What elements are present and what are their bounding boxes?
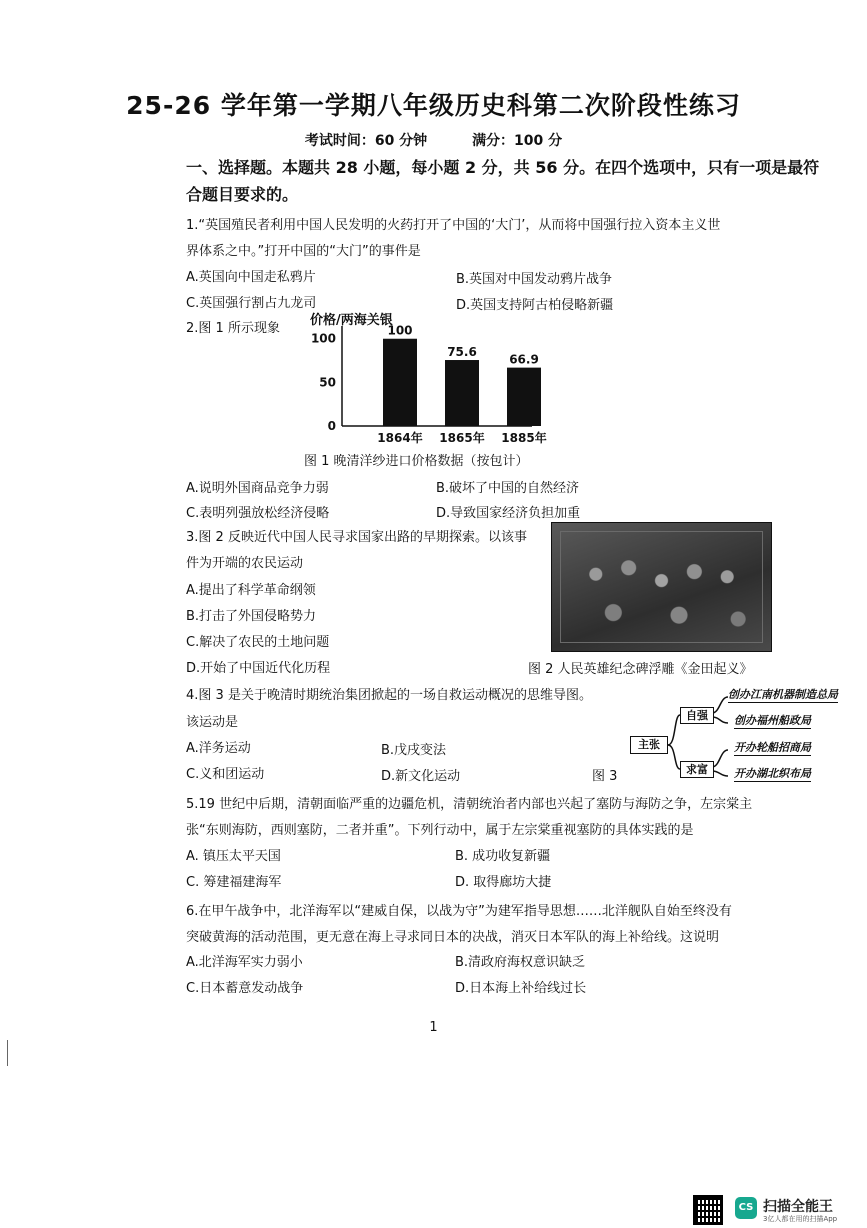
q6-stem-line1: 6.在甲午战争中，北洋海军以“建威自保，以战为守”为建军指导思想……北洋舰队自始至终没有 <box>186 904 732 919</box>
q2-option-d: D.导致国家经济负担加重 <box>436 506 581 521</box>
q1-stem-line2: 界体系之中。”打开中国的“大门”的事件是 <box>186 244 421 259</box>
q4-option-a: A.洋务运动 <box>186 741 251 756</box>
q5-option-a: A. 镇压太平天国 <box>186 849 281 864</box>
bar-data-label: 75.6 <box>447 345 477 360</box>
scan-margin-mark <box>7 1040 8 1066</box>
q1-option-a: A.英国向中国走私鸦片 <box>186 270 316 285</box>
y-tick-label: 0 <box>327 419 336 433</box>
fig1-bar-chart <box>300 310 547 450</box>
mind-map-leaf-fuzhou: 创办福州船政局 <box>734 714 811 727</box>
q6-stem-line2: 突破黄海的活动范围，更无意在海上寻求同日本的决战，消灭日本军队的海上补给线。这说明 <box>186 930 720 945</box>
y-tick-label: 100 <box>310 331 336 346</box>
exam-time: 考试时间：60 分钟 <box>304 133 428 149</box>
q1-stem-line1: 1.“英国殖民者利用中国人民发明的火药打开了中国的‘大门’，从而将中国强行拉入资本主义世 <box>186 218 721 233</box>
q6-option-b: B.清政府海权意识缺乏 <box>455 955 586 970</box>
q5-stem-line1: 5.19 世纪中后期，清朝面临严重的边疆危机，清朝统治者内部也兴起了塞防与海防之争，左宗棠主 <box>186 797 753 812</box>
mind-map-branch-ziqiang: 自强 <box>680 707 714 724</box>
scanner-app-name: 扫描全能王 <box>763 1199 833 1215</box>
mind-map-leaf-hubei: 开办湖北织布局 <box>734 767 811 780</box>
section-heading-line1: 一、选择题。本题共 28 小题，每小题 2 分，共 56 分。在四个选项中，只有一项是最符 <box>186 158 820 177</box>
fig1-caption: 图 1 晚清洋纱进口价格数据（按包计） <box>304 454 529 469</box>
q4-stem-line2: 该运动是 <box>186 715 239 730</box>
q3-option-c: C.解决了农民的土地问题 <box>186 635 330 650</box>
q6-option-d: D.日本海上补给线过长 <box>455 981 587 996</box>
y-axis-label: 价格/两海关银 <box>310 313 393 328</box>
q4-option-c: C.义和团运动 <box>186 767 265 782</box>
q2-option-a: A.说明外国商品竞争力弱 <box>186 481 329 496</box>
qr-code-icon <box>693 1195 723 1225</box>
section-heading-line2: 合题目要求的。 <box>186 185 299 204</box>
mind-map-leaf-jiangnan: 创办江南机器制造总局 <box>728 688 838 701</box>
x-tick-label: 1865年 <box>439 431 485 445</box>
q1-option-c: C.英国强行割占九龙司 <box>186 296 317 311</box>
x-tick-label: 1885年 <box>501 431 547 445</box>
q5-option-b: B. 成功收复新疆 <box>455 849 551 864</box>
q6-option-a: A.北洋海军实力弱小 <box>186 955 303 970</box>
mind-map-leaf-zhaoshang: 开办轮船招商局 <box>734 741 811 754</box>
q2-option-b: B.破坏了中国的自然经济 <box>436 481 580 496</box>
q5-stem-line2: 张“东则海防，西则塞防，二者并重”。下列行动中，属于左宗棠重视塞防的具体实践的是 <box>186 823 694 838</box>
exam-score: 满分：100 分 <box>472 133 563 149</box>
q2-stem: 2.图 1 所示现象 <box>186 321 280 336</box>
q3-stem-line2: 件为开端的农民运动 <box>186 556 304 571</box>
q5-option-c: C. 筹建福建海军 <box>186 875 282 890</box>
fig3-mind-map <box>628 683 860 788</box>
q4-stem-line1: 4.图 3 是关于晚清时期统治集团掀起的一场自救运动概况的思维导图。 <box>186 688 592 703</box>
mind-map-branch-qiufu: 求富 <box>680 761 714 778</box>
q1-option-d: D.英国支持阿古柏侵略新疆 <box>456 298 614 313</box>
fig2-caption: 图 2 人民英雄纪念碑浮雕《金田起义》 <box>528 662 753 677</box>
mind-map-root: 主张 <box>630 736 668 754</box>
q6-option-c: C.日本蓄意发动战争 <box>186 981 304 996</box>
q2-option-c: C.表明列强放松经济侵略 <box>186 506 330 521</box>
q3-option-a: A.提出了科学革命纲领 <box>186 583 316 598</box>
q5-option-d: D. 取得廊坊大捷 <box>455 875 552 890</box>
page-number: 1 <box>429 1020 438 1035</box>
q3-option-d: D.开始了中国近代化历程 <box>186 661 331 676</box>
bar-1885年 <box>507 368 541 426</box>
page-title: 25-26 学年第一学期八年级历史科第二次阶段性练习 <box>126 91 741 120</box>
q4-option-b: B.戊戌变法 <box>381 743 447 758</box>
q3-stem-line1: 3.图 2 反映近代中国人民寻求国家出路的早期探索。以该事 <box>186 530 527 545</box>
bar-1864年 <box>383 339 417 426</box>
q1-option-b: B.英国对中国发动鸦片战争 <box>456 272 613 287</box>
q4-option-d: D.新文化运动 <box>381 769 461 784</box>
scanner-watermark <box>693 1195 853 1225</box>
bar-data-label: 100 <box>387 323 413 338</box>
bar-data-label: 66.9 <box>509 352 539 367</box>
x-tick-label: 1864年 <box>377 431 423 445</box>
y-tick-label: 50 <box>319 375 336 390</box>
exam-meta <box>0 130 867 150</box>
fig3-label: 图 3 <box>592 769 618 784</box>
camscanner-logo-icon: CS <box>735 1197 757 1219</box>
q3-option-b: B.打击了外国侵略势力 <box>186 609 317 624</box>
bar-1865年 <box>445 360 479 426</box>
fig2-relief-image <box>551 522 772 652</box>
scanner-app-tagline: 3亿人都在用的扫描App <box>763 1215 838 1223</box>
